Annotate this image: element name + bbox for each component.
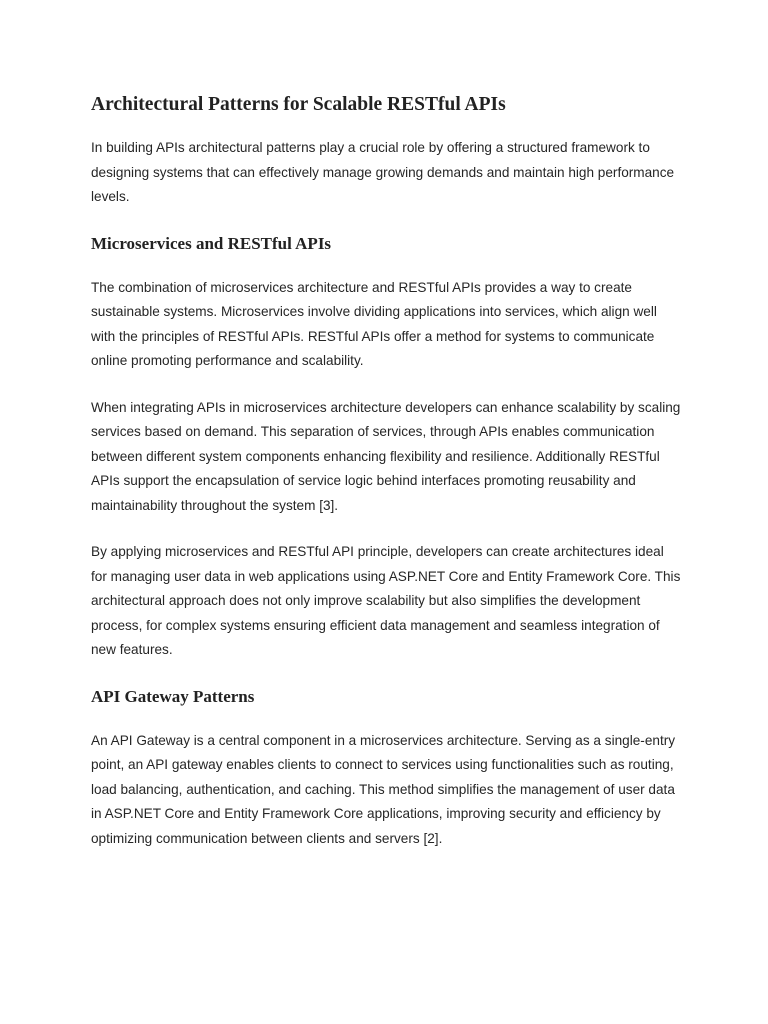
paragraph-microservices-1: The combination of microservices architecture and RESTful APIs provides a way to create sustainable systems. Microservices involve dividing applications into services, which align well with the principles of RESTful APIs. RESTful APIs offer a method for systems to communicate online promoting performance and scalability.: [91, 279, 657, 368]
paragraph-api-gateway-1: An API Gateway is a central component in a microservices architecture. Serving as a single-entry point, an API gateway enables clients to connect to services using functionalities such as routing, load balancing, authentication, and caching. This method simplifies the management of user data in ASP.NET Core and Entity Framework Core applications, improving security and efficiency by optimizing communication between clients and servers [2].: [91, 732, 676, 846]
section-microservices: [91, 232, 681, 663]
section-heading-api-gateway: API Gateway Patterns: [91, 686, 255, 706]
section-api-gateway: [91, 685, 681, 852]
document-title: Architectural Patterns for Scalable RESTful APIs: [91, 94, 506, 115]
section-heading-microservices: Microservices and RESTful APIs: [91, 233, 332, 253]
intro-paragraph: In building APIs architectural patterns play a crucial role by offering a structured framework to designing systems that can effectively manage growing demands and maintain high performance levels.: [91, 140, 675, 204]
document-content: [91, 92, 681, 873]
paragraph-microservices-2: When integrating APIs in microservices architecture developers can enhance scalability by scaling services based on demand. This separation of services, through APIs enables communication between different system components enhancing flexibility and resilience. Additionally RESTful APIs support the encapsulation of service logic behind interfaces promoting reusability and maintainability throughout the system [3].: [91, 399, 681, 513]
paragraph-microservices-3: By applying microservices and RESTful API principle, developers can create architectures ideal for managing user data in web applications using ASP.NET Core and Entity Framework Core. This architectural approach does not only improve scalability but also simplifies the development process, for complex systems ensuring efficient data management and seamless integration of new features.: [91, 544, 681, 657]
